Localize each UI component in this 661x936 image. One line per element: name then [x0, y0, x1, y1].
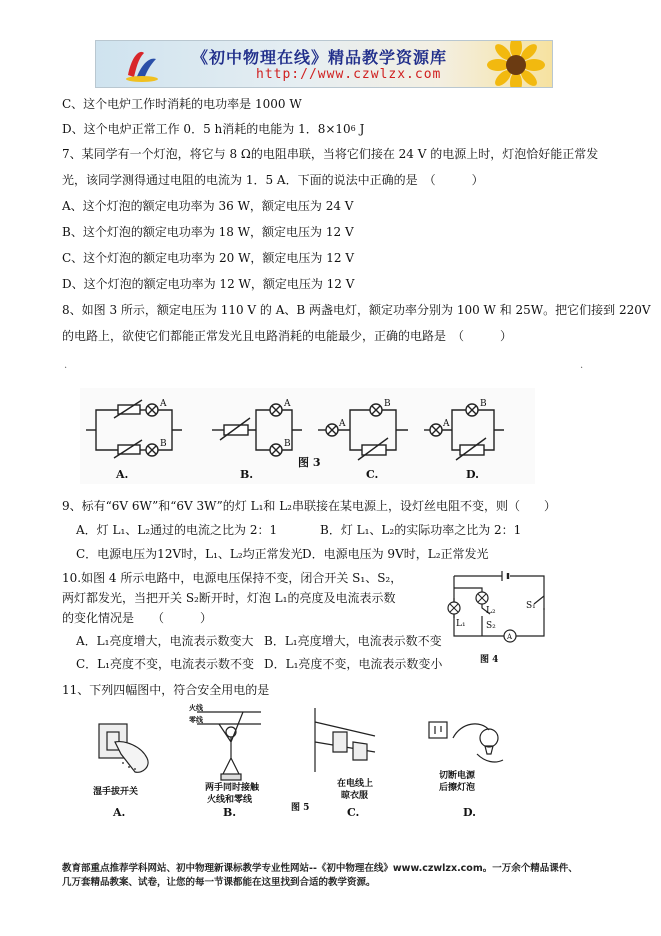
fig5-caption-c2: 晾衣服 [341, 791, 369, 801]
fig5-label-b: B. [223, 806, 237, 819]
site-logo-icon [122, 45, 162, 85]
svg-text:A: A [284, 399, 291, 409]
q8-stem-line2: 的电路上，欲使它们都能正常发光且电路消耗的电能最少，正确的电路是 （ ） [62, 329, 513, 343]
q9-option-d: D．电源电压为 9V时，L₂正常发光 [302, 547, 489, 561]
fig3-label-a: A. [116, 468, 129, 481]
stray-dot-right: . [580, 360, 584, 371]
q7-stem-line1: 7、某同学有一个灯泡，将它与 8 Ω的电阻串联，当将它们接在 24 V 的电源上时，灯泡恰好能正常发 [62, 147, 599, 161]
stray-dot-left: . [64, 360, 68, 371]
svg-text:B: B [384, 399, 391, 409]
fig5-caption-c1: 在电线上 [337, 779, 374, 789]
fig5-label-a: A. [113, 806, 126, 819]
q7-option-c: C、这个灯泡的额定电功率为 20 W，额定电压为 12 V [62, 251, 354, 265]
q10-stem-line2: 两灯都发光，当把开关 S₂断开时，灯泡 L₁的亮度及电流表示数 [62, 591, 396, 605]
fig5-live-wire: 火线 [189, 703, 203, 712]
q10-option-c: C．L₁亮度不变，电流表示数不变 [76, 657, 254, 671]
q10-stem-line3: 的变化情况是 （ ） [62, 611, 213, 625]
svg-text:B: B [480, 399, 487, 409]
fig5-caption-d2: 后擦灯泡 [439, 783, 476, 793]
fig5-label-c: C. [347, 806, 360, 819]
q9-option-a: A．灯 L₁、L₂通过的电流之比为 2：1 [76, 523, 278, 537]
banner-url[interactable]: http://www.czwlzx.com [256, 67, 442, 82]
q10-option-b: B．L₁亮度增大，电流表示数不变 [264, 634, 442, 648]
fig5-caption-d1: 切断电源 [439, 771, 476, 781]
q7-option-d: D、这个灯泡的额定电功率为 12 W，额定电压为 12 V [62, 277, 355, 291]
svg-text:A: A [339, 419, 346, 429]
fig5-caption-b1: 两手同时接触 [205, 783, 260, 793]
q10-option-a: A．L₁亮度增大，电流表示数变大 [76, 634, 254, 648]
footer-line2: 几万套精品教案、试卷，让您的每一节课都能在这里找到合适的教学资源。 [62, 877, 376, 888]
fig4-label-s2: S₂ [486, 621, 496, 631]
q9-stem: 9、标有“6V 6W”和“6V 3W”的灯 L₁和 L₂串联接在某电源上，设灯丝电阻不变，则（ ） [62, 499, 556, 513]
q9-option-c: C．电源电压为12V时，L₁、L₂均正常发光 [76, 547, 303, 561]
sunflower-icon [476, 40, 550, 88]
q7-option-a: A、这个灯泡的额定电功率为 36 W，额定电压为 24 V [62, 199, 354, 213]
fig4-caption: 图 4 [480, 655, 499, 665]
q11-stem: 11、下列四幅图中，符合安全用电的是 [62, 683, 270, 697]
figure-4-circuit [438, 568, 550, 668]
q6-option-d: D、这个电炉正常工作 0．5 h消耗的电能为 1．$8\times 10^6$ J [62, 122, 365, 136]
site-banner [95, 40, 553, 88]
fig4-label-l2: L₂ [486, 606, 496, 616]
fig3-label-d: D. [466, 468, 479, 481]
fig5-neutral-wire: 零线 [189, 715, 203, 724]
q9-option-b: B．灯 L₁、L₂的实际功率之比为 2：1 [320, 523, 522, 537]
footer-line1: 教育部重点推荐学科网站、初中物理新课标教学专业性网站--《初中物理在线》www.czwlzx.com。一万余个精品课件、 [62, 863, 578, 874]
q10-option-d: D．L₁亮度不变，电流表示数变小 [264, 657, 443, 671]
svg-text:B: B [160, 439, 167, 449]
svg-text:A: A [443, 419, 450, 429]
fig3-caption: 图 3 [298, 456, 321, 469]
svg-text:B: B [284, 439, 291, 449]
q10-stem-line1: 10.如图 4 所示电路中，电源电压保持不变，闭合开关 S₁、S₂， [62, 571, 403, 585]
figure-3-circuits [80, 388, 535, 484]
svg-text:A: A [160, 399, 167, 409]
q6-option-c: C、这个电炉工作时消耗的电功率是 1000 W [62, 97, 302, 111]
fig5-caption: 图 5 [291, 803, 310, 813]
page-footer [62, 862, 602, 890]
fig5-caption-a: 湿手拔开关 [93, 787, 139, 797]
fig5-label-d: D. [463, 806, 476, 819]
q7-stem-line2: 光，该同学测得通过电阻的电流为 1．5 A．下面的说法中正确的是 （ ） [62, 173, 484, 187]
q7-option-b: B、这个灯泡的额定电功率为 18 W，额定电压为 12 V [62, 225, 354, 239]
fig3-label-c: C. [366, 468, 379, 481]
fig5-caption-b2: 火线和零线 [207, 795, 253, 805]
fig4-label-s1: S₁ [526, 601, 536, 611]
fig4-ammeter: A [507, 633, 513, 641]
figure-5-safety [85, 702, 525, 820]
fig4-label-l1: L₁ [456, 619, 466, 629]
banner-title: 《初中物理在线》精品教学资源库 [192, 48, 448, 67]
q8-stem-line1: 8、如图 3 所示，额定电压为 110 V 的 A、B 两盏电灯，额定功率分别为 100 W 和 25W。把它们接到 220V [62, 303, 651, 317]
fig3-label-b: B. [240, 468, 254, 481]
